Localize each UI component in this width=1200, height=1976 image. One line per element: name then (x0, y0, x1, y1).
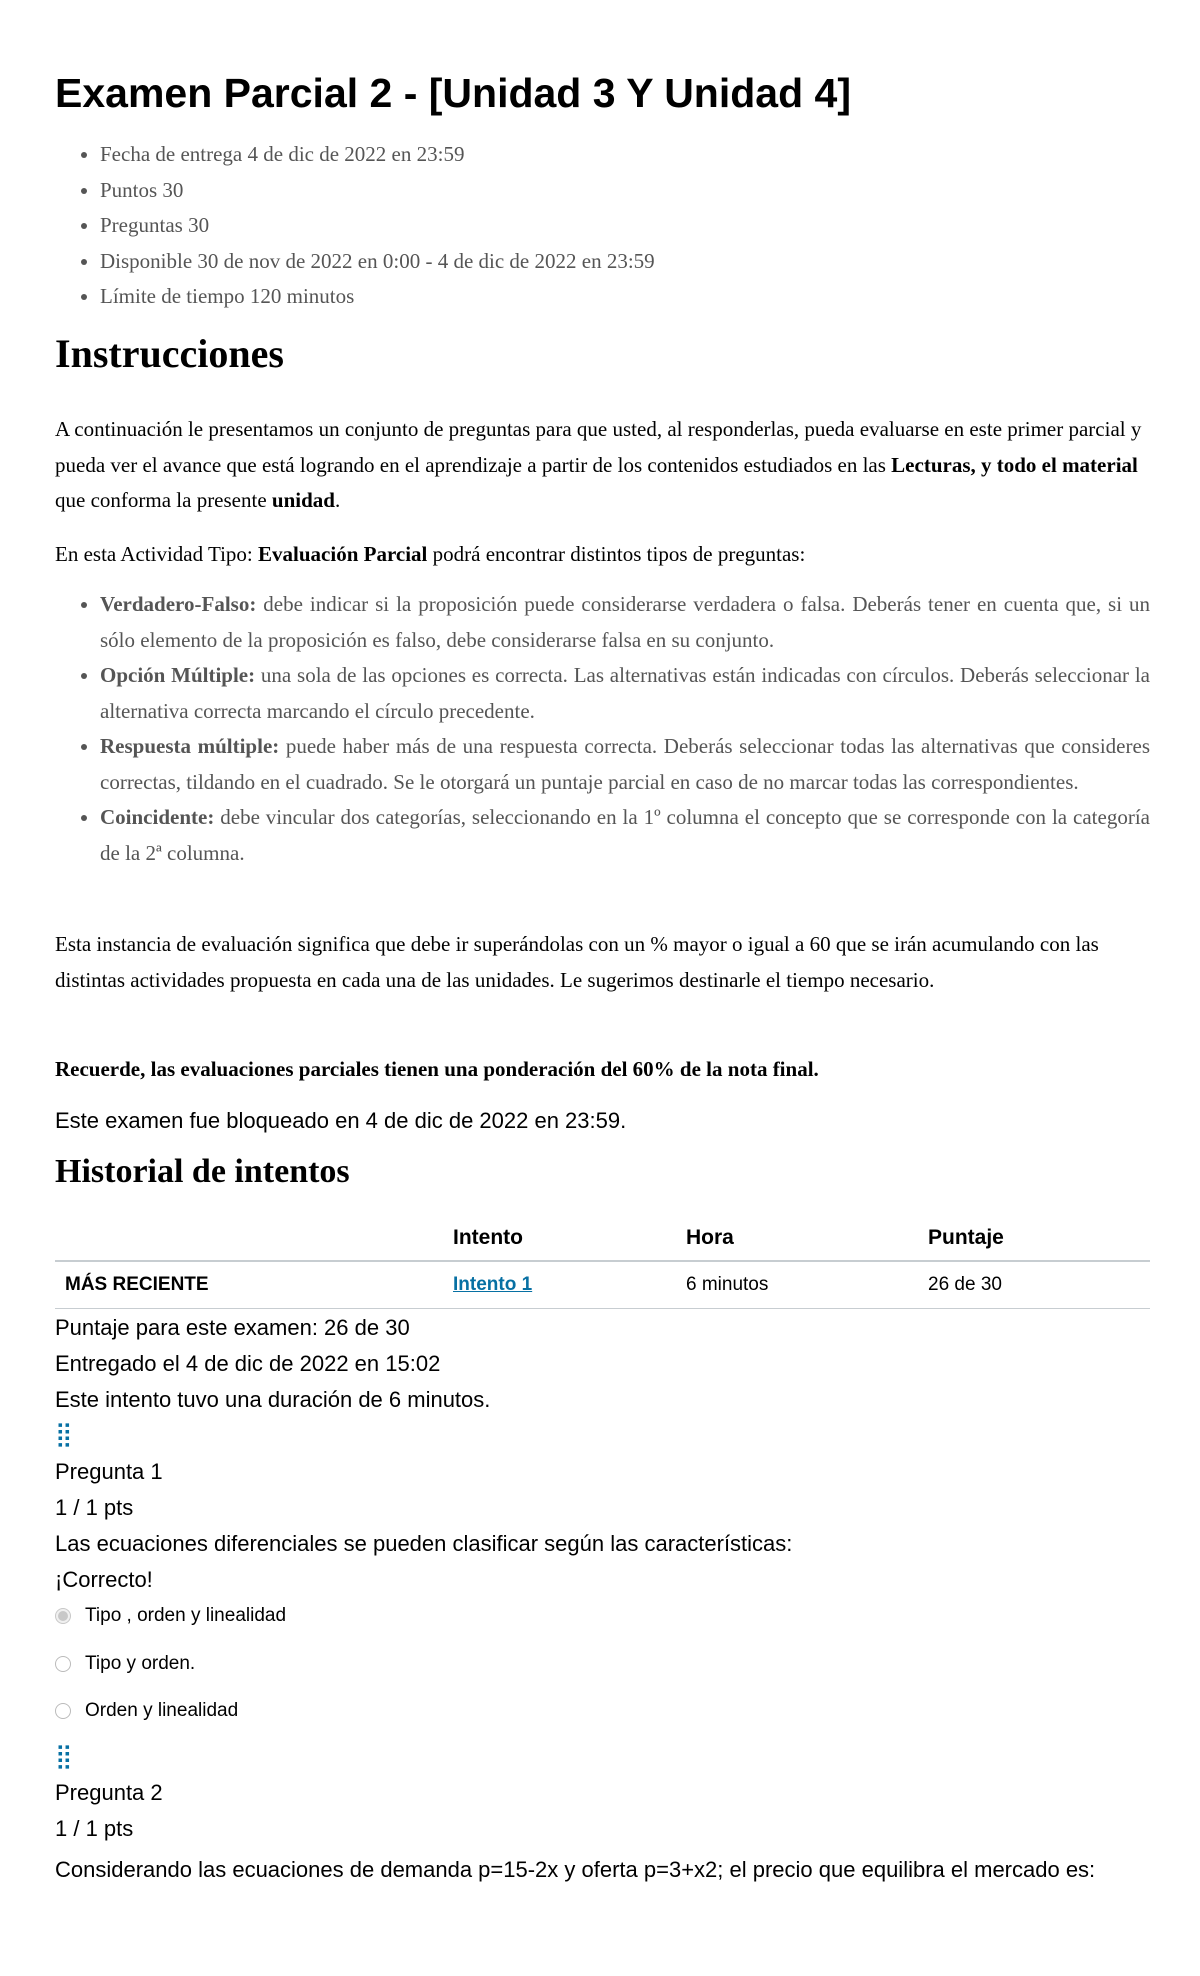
instructions-heading: Instrucciones (55, 331, 284, 376)
question-text: Considerando las ecuaciones de demanda p=15-2x y oferta p=3+x2; el precio que equilibra el mercado es: (55, 1857, 1096, 1882)
question-type-item (100, 729, 1150, 800)
instructions-bold-readings: Lecturas, y todo el material (891, 452, 1138, 477)
answer-option[interactable] (55, 1605, 286, 1627)
table-row (55, 1261, 1150, 1309)
answer-option[interactable] (55, 1653, 195, 1675)
instructions-text: podrá encontrar distintos tipos de preguntas: (427, 542, 806, 566)
question-type-desc: debe vincular dos categorías, seleccionando en la 1º columna el concepto que se corresponde con la categoría de la 2ª columna. (100, 805, 1150, 865)
attempt-duration: Este intento tuvo una duración de 6 minutos. (55, 1387, 491, 1412)
instructions-bold-unit: unidad (271, 488, 335, 512)
question-type-desc: puede haber más de una respuesta correcta. Deberás seleccionar todas las alternativas que consideres correctas, tildando en el cuadrado. Se le otorgará un puntaje parcial en caso de no marcar todas las correspondientes. (100, 734, 1150, 794)
answer-label: Tipo y orden. (85, 1653, 196, 1674)
question-type-name: Verdadero-Falso: (100, 592, 257, 616)
question-title: Pregunta 1 (55, 1459, 163, 1484)
answer-label: Orden y linealidad (85, 1700, 239, 1721)
table-header-row (55, 1215, 1150, 1261)
instructions-paragraph-3: Esta instancia de evaluación significa que debe ir superándolas con un % mayor o igual a 60 que se irán acumulando con las distintas actividades propuesta en cada una de las unidades. Le sugerimos destinarle el tiempo necesario. (55, 932, 1099, 992)
radio-icon[interactable] (55, 1656, 71, 1672)
question-count: • Preguntas 30 (100, 208, 655, 244)
instructions-note: Recuerde, las evaluaciones parciales tienen una ponderación del 60% de la nota final. (55, 1057, 819, 1081)
attempt-cell (453, 1261, 686, 1309)
time-limit: • Límite de tiempo 120 minutos (100, 279, 655, 315)
question-type-item (100, 800, 1150, 871)
question-type-desc: una sola de las opciones es correcta. Las alternativas están indicadas con círculos. Deberás seleccionar la alternativa correcta marcando el círculo precedente. (100, 663, 1150, 723)
question-type-name: Respuesta múltiple: (100, 734, 280, 758)
question-type-item (100, 587, 1150, 658)
column-header-time: Hora (686, 1215, 928, 1261)
submitted-date: Entregado el 4 de dic de 2022 en 15:02 (55, 1351, 441, 1376)
column-header-attempt: Intento (453, 1215, 686, 1261)
question-type-desc: debe indicar si la proposición puede considerarse verdadera o falsa. Deberás tener en cuenta que, si un sólo elemento de la proposición es falso, debe considerarse falsa en su conjunto. (100, 592, 1150, 652)
instructions-paragraph-2 (55, 537, 1150, 573)
instructions-bold-type: Evaluación Parcial (258, 542, 428, 566)
drag-handle-icon[interactable]: ⣿ (55, 1420, 73, 1448)
instructions-text: . (334, 488, 341, 512)
instructions-text: En esta Actividad Tipo: (55, 542, 259, 566)
question-text: Las ecuaciones diferenciales se pueden clasificar según las características: (55, 1531, 793, 1556)
page-title: Examen Parcial 2 - [Unidad 3 Y Unidad 4] (55, 70, 851, 116)
exam-details (55, 137, 655, 315)
question-title: Pregunta 2 (55, 1780, 163, 1805)
time-cell: 6 minutos (686, 1261, 928, 1309)
question-feedback: ¡Correcto! (55, 1567, 153, 1592)
question-type-item (100, 658, 1150, 729)
question-type-name: Opción Múltiple: (100, 663, 256, 687)
availability: • Disponible 30 de nov de 2022 en 0:00 - 4 de dic de 2022 en 23:59 (100, 244, 655, 280)
radio-icon[interactable] (55, 1703, 71, 1719)
points: • Puntos 30 (100, 173, 655, 209)
attempt-history-table (55, 1215, 1150, 1309)
due-date: • Fecha de entrega 4 de dic de 2022 en 23:59 (100, 137, 655, 173)
answer-label: Tipo , orden y linealidad (85, 1605, 287, 1626)
locked-notice: Este examen fue bloqueado en 4 de dic de 2022 en 23:59. (55, 1108, 627, 1133)
answer-option[interactable] (55, 1700, 238, 1722)
drag-handle-icon[interactable]: ⣿ (55, 1742, 73, 1770)
instructions-paragraph-1 (55, 412, 1150, 519)
score-cell: 26 de 30 (928, 1261, 1150, 1309)
attempt-link[interactable]: Intento 1 (453, 1274, 533, 1295)
question-types-list (55, 587, 1150, 871)
instructions-text: que conforma la presente (55, 488, 272, 512)
radio-selected-icon[interactable] (55, 1608, 71, 1624)
history-heading: Historial de intentos (55, 1153, 350, 1190)
column-header-empty (55, 1215, 453, 1261)
exam-score: Puntaje para este examen: 26 de 30 (55, 1315, 410, 1340)
question-points: 1 / 1 pts (55, 1495, 134, 1520)
question-points: 1 / 1 pts (55, 1816, 134, 1841)
most-recent-label: MÁS RECIENTE (55, 1261, 453, 1309)
column-header-score: Puntaje (928, 1215, 1150, 1261)
instructions-text: A continuación le presentamos un conjunto de preguntas para que usted, al responderlas, pueda evaluarse en este primer parcial y pueda ver el avance que está logrando en el aprendizaje a partir de los contenidos estudiados en las (55, 417, 1142, 477)
question-type-name: Coincidente: (100, 805, 215, 829)
